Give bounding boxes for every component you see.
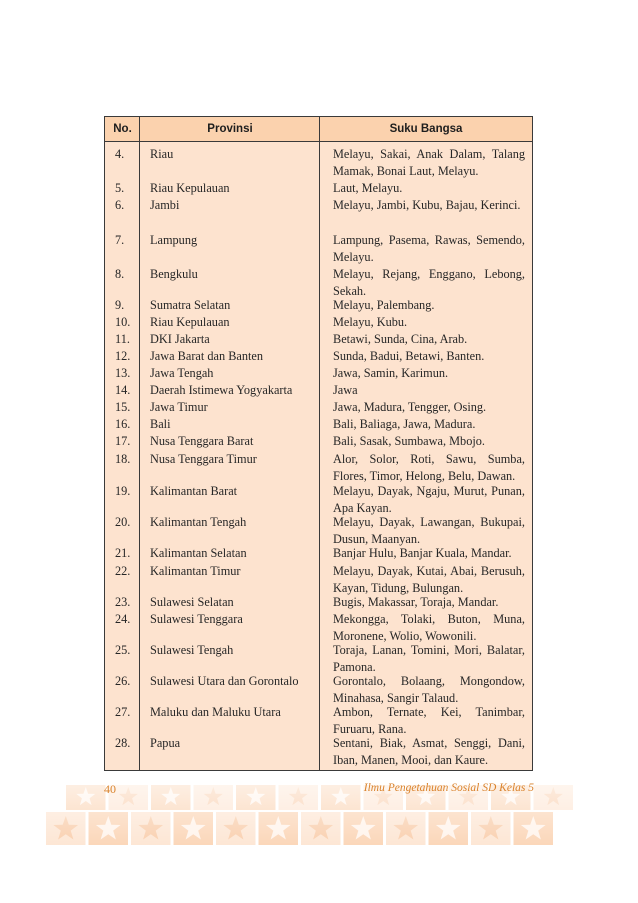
row-number: 17. — [115, 434, 131, 448]
page-number: 40 — [104, 782, 116, 796]
star-pattern-decoration — [44, 785, 593, 847]
ethnic-groups: Gorontalo, Bolaang, Mongondow, Minahasa, Sangir Talaud. — [333, 674, 525, 705]
column-divider — [139, 117, 140, 770]
province-name: Riau Kepulauan — [150, 315, 230, 329]
province-name: Nusa Tenggara Timur — [150, 452, 257, 466]
province-name: Maluku dan Maluku Utara — [150, 705, 281, 719]
province-name: Sulawesi Utara dan Gorontalo — [150, 674, 299, 688]
row-number: 20. — [115, 515, 131, 529]
province-name: Riau — [150, 147, 174, 161]
ethnic-groups: Bali, Sasak, Sumbawa, Mbojo. — [333, 434, 485, 448]
ethnic-groups: Mekongga, Tolaki, Buton, Muna, Moronene, Wolio, Wowonili. — [333, 612, 525, 643]
row-number: 15. — [115, 400, 131, 414]
ethnic-groups: Laut, Melayu. — [333, 181, 403, 195]
row-number: 12. — [115, 349, 131, 363]
row-number: 6. — [115, 198, 125, 212]
ethnic-groups: Betawi, Sunda, Cina, Arab. — [333, 332, 468, 346]
ethnic-groups: Melayu, Jambi, Kubu, Bajau, Kerinci. — [333, 198, 521, 212]
province-name: Kalimantan Barat — [150, 484, 238, 498]
ethnic-groups: Melayu, Rejang, Enggano, Lebong, Sekah. — [333, 267, 525, 298]
ethnic-groups: Bali, Baliaga, Jawa, Madura. — [333, 417, 476, 431]
province-name: Kalimantan Timur — [150, 564, 241, 578]
province-name: Riau Kepulauan — [150, 181, 230, 195]
province-name: Kalimantan Selatan — [150, 546, 247, 560]
province-name: Jawa Barat dan Banten — [150, 349, 264, 363]
row-number: 25. — [115, 643, 131, 657]
row-number: 5. — [115, 181, 125, 195]
province-name: Bali — [150, 417, 171, 431]
row-number: 19. — [115, 484, 131, 498]
ethnic-groups: Melayu, Dayak, Ngaju, Murut, Punan, Apa Kayan. — [333, 484, 525, 515]
ethnic-groups: Melayu, Dayak, Lawangan, Bukupai, Dusun, Maanyan. — [333, 515, 525, 546]
ethnic-groups-table — [104, 116, 533, 771]
province-name: Lampung — [150, 233, 198, 247]
row-number: 11. — [115, 332, 130, 346]
province-name: Bengkulu — [150, 267, 198, 281]
province-name: Sulawesi Selatan — [150, 595, 234, 609]
row-number: 9. — [115, 298, 125, 312]
ethnic-groups: Sunda, Badui, Betawi, Banten. — [333, 349, 485, 363]
row-number: 14. — [115, 383, 131, 397]
row-number: 7. — [115, 233, 125, 247]
row-number: 8. — [115, 267, 125, 281]
province-name: Sumatra Selatan — [150, 298, 231, 312]
header-suku-bangsa: Suku Bangsa — [389, 123, 463, 135]
ethnic-groups: Jawa — [333, 383, 358, 397]
ethnic-groups: Jawa, Samin, Karimun. — [333, 366, 449, 380]
column-divider — [319, 117, 320, 770]
row-number: 10. — [115, 315, 131, 329]
province-name: Sulawesi Tengah — [150, 643, 234, 657]
row-number: 24. — [115, 612, 131, 626]
row-number: 16. — [115, 417, 131, 431]
ethnic-groups: Melayu, Dayak, Kutai, Abai, Berusuh, Kayan, Tidung, Bulungan. — [333, 564, 525, 595]
row-number: 18. — [115, 452, 131, 466]
province-name: Sulawesi Tenggara — [150, 612, 243, 626]
row-number: 21. — [115, 546, 131, 560]
row-number: 27. — [115, 705, 131, 719]
ethnic-groups: Lampung, Pasema, Rawas, Semendo, Melayu. — [333, 233, 525, 264]
province-name: Kalimantan Tengah — [150, 515, 247, 529]
ethnic-groups: Melayu, Kubu. — [333, 315, 408, 329]
row-number: 22. — [115, 564, 131, 578]
book-title: Ilmu Pengetahuan Sosial SD Kelas 5 — [363, 782, 534, 794]
row-number: 28. — [115, 736, 131, 750]
ethnic-groups: Melayu, Sakai, Anak Dalam, Talang Mamak, Bonai Laut, Melayu. — [333, 147, 525, 178]
ethnic-groups: Sentani, Biak, Asmat, Senggi, Dani, Iban, Manen, Mooi, dan Kaure. — [333, 736, 525, 767]
row-number: 26. — [115, 674, 131, 688]
row-number: 4. — [115, 147, 125, 161]
province-name: Jambi — [150, 198, 180, 212]
ethnic-groups: Alor, Solor, Roti, Sawu, Sumba, Flores, Timor, Helong, Belu, Dawan. — [333, 452, 525, 483]
ethnic-groups: Banjar Hulu, Banjar Kuala, Mandar. — [333, 546, 512, 560]
province-name: Daerah Istimewa Yogyakarta — [150, 383, 293, 397]
header-no: No. — [113, 123, 132, 135]
province-name: Nusa Tenggara Barat — [150, 434, 254, 448]
ethnic-groups: Bugis, Makassar, Toraja, Mandar. — [333, 595, 499, 609]
row-number: 23. — [115, 595, 131, 609]
province-name: Jawa Timur — [150, 400, 208, 414]
header-provinsi: Provinsi — [207, 123, 253, 135]
province-name: Papua — [150, 736, 181, 750]
ethnic-groups: Ambon, Ternate, Kei, Tanimbar, Furuaru, Rana. — [333, 705, 525, 736]
ethnic-groups: Melayu, Palembang. — [333, 298, 435, 312]
ethnic-groups: Toraja, Lanan, Tomini, Mori, Balatar, Pamona. — [333, 643, 525, 674]
province-name: DKI Jakarta — [150, 332, 210, 346]
row-number: 13. — [115, 366, 131, 380]
ethnic-groups: Jawa, Madura, Tengger, Osing. — [333, 400, 487, 414]
province-name: Jawa Tengah — [150, 366, 214, 380]
